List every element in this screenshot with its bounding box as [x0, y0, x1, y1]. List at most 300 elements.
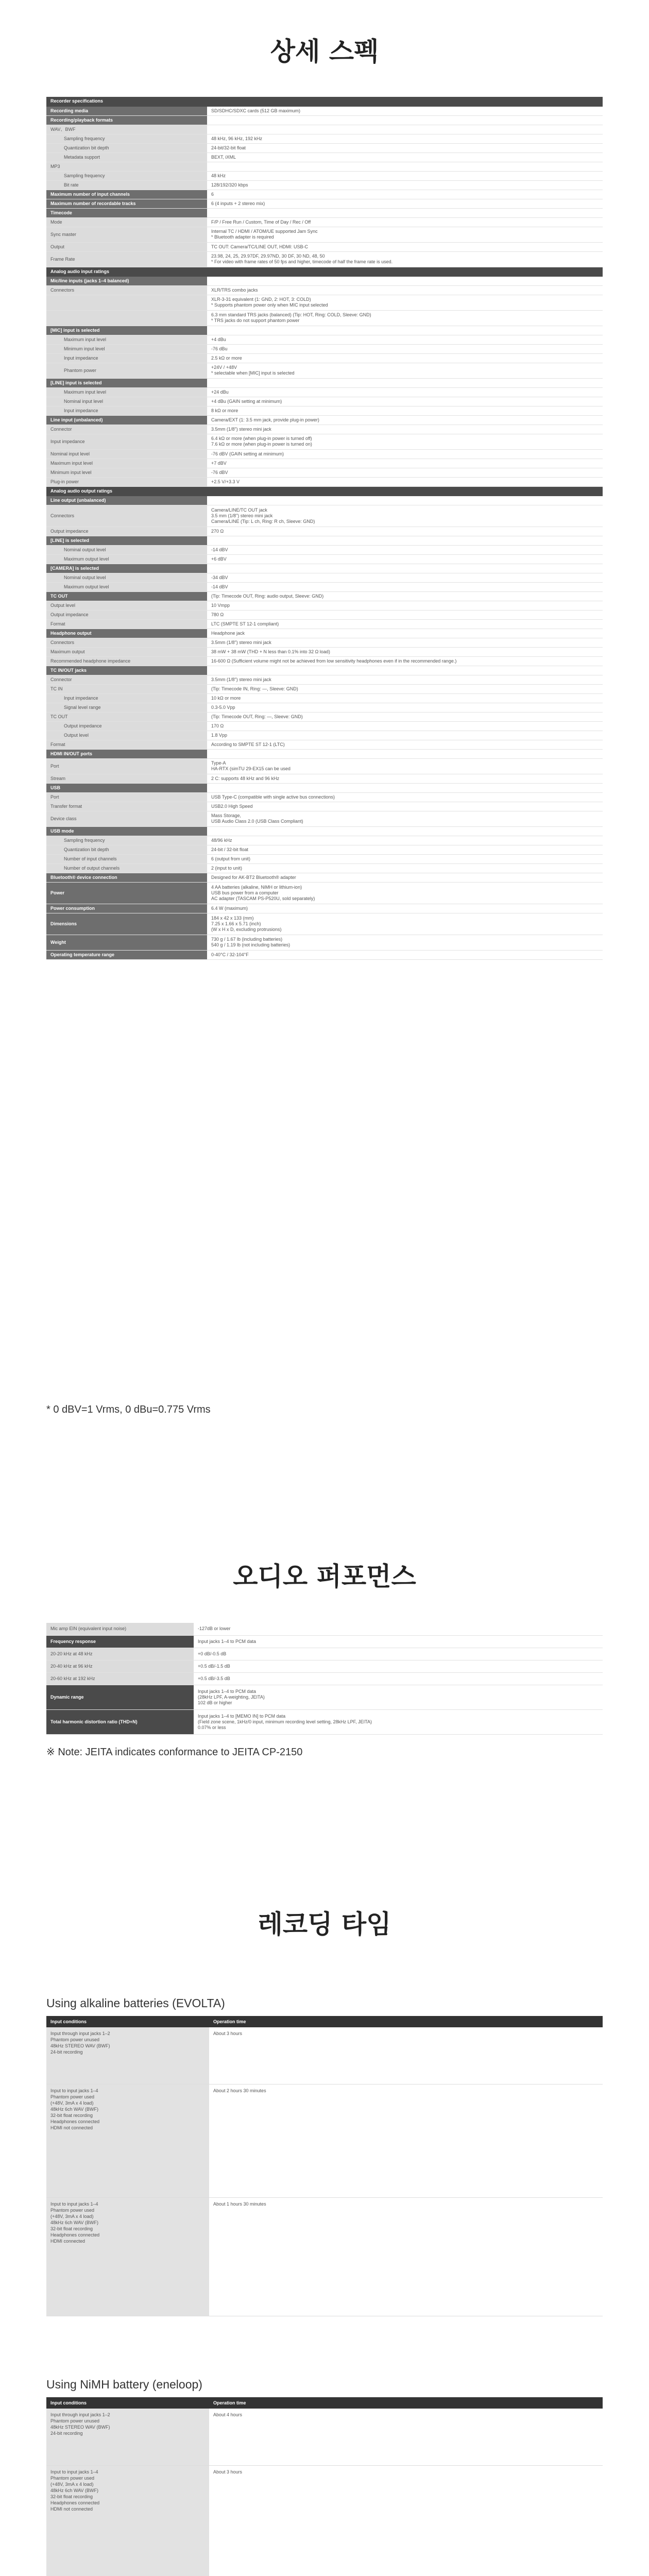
spec-row — [46, 712, 603, 721]
spec-label: Connectors — [46, 285, 207, 295]
battery-table-header: Operation time — [209, 2397, 603, 2409]
spec-label: Power — [46, 882, 207, 904]
recording-time-title: 레코딩 타임 — [258, 1909, 391, 1939]
spec-value: 38 mW + 38 mW (THD + N less than 0.1% into 32 Ω load) — [207, 647, 603, 656]
spec-label: Signal level range — [46, 703, 207, 712]
spec-label: Output level — [46, 731, 207, 740]
spec-label: Analog audio output ratings — [46, 486, 207, 496]
spec-row — [46, 629, 603, 638]
spec-label: Recording media — [46, 106, 207, 115]
spec-row — [46, 406, 603, 415]
performance-value: +0 dB/-0.5 dB — [194, 1648, 603, 1660]
spec-row — [46, 811, 603, 826]
spec-label: Mode — [46, 217, 207, 227]
spec-label: [MIC] input is selected — [46, 326, 207, 335]
spec-label: Line output (unbalanced) — [46, 496, 207, 505]
spec-value: 270 Ω — [207, 527, 603, 536]
spec-value: 128/192/320 kbps — [207, 180, 603, 190]
spec-value: 10 Vmpp — [207, 601, 603, 610]
spec-value: (Tip: Timecode OUT, Ring: —, Sleeve: GND) — [207, 712, 603, 721]
spec-row — [46, 199, 603, 208]
spec-row — [46, 152, 603, 162]
battery-section-title: Using NiMH battery (eneloop) — [46, 2378, 202, 2391]
spec-row — [46, 582, 603, 591]
spec-label: HDMI IN/OUT ports — [46, 749, 207, 758]
spec-value — [207, 783, 603, 792]
spec-value: 6 (output from unit) — [207, 854, 603, 863]
performance-value: Input jacks 1–4 to [MEMO IN] to PCM data (Field zone scene, 1kHz/0 input, minimum recording level setting, 28kHz LPF, JEITA) 0.07% or less — [194, 1709, 603, 1734]
input-conditions: Input through input jacks 1–2 Phantom power unused 48kHz STEREO WAV (BWF) 24-bit recording — [46, 2409, 209, 2465]
spec-row — [46, 326, 603, 335]
spec-row — [46, 826, 603, 836]
spec-label — [46, 295, 207, 310]
performance-label: Frequency response — [46, 1635, 194, 1648]
spec-label: Maximum number of input channels — [46, 190, 207, 199]
spec-value: 24-bit / 32-bit float — [207, 845, 603, 854]
spec-row — [46, 554, 603, 564]
input-conditions: Input to input jacks 1–4 Phantom power used (+48V, 3mA x 4 load) 48kHz 6ch WAV (BWF) 32-bit float recording Headphones connected HDMI not connected — [46, 2465, 209, 2576]
spec-label: Sampling frequency — [46, 171, 207, 180]
performance-title: 오디오 퍼포먼스 — [233, 1562, 416, 1591]
spec-value: USB Type-C (compatible with single active bus connections) — [207, 792, 603, 802]
operation-time: About 3 hours — [209, 2027, 603, 2084]
spec-row — [46, 638, 603, 647]
spec-value: 1.8 Vpp — [207, 731, 603, 740]
spec-value: 6.4 kΩ or more (when plug-in power is turned off) 7.6 kΩ or more (when plug-in power is turned on) — [207, 434, 603, 449]
performance-value: Input jacks 1–4 to PCM data — [194, 1635, 603, 1648]
spec-label: Nominal output level — [46, 573, 207, 582]
spec-value — [207, 115, 603, 125]
spec-row — [46, 873, 603, 882]
spec-label: Headphone output — [46, 629, 207, 638]
spec-value: Mass Storage, USB Audio Class 2.0 (USB Class Compliant) — [207, 811, 603, 826]
spec-row — [46, 335, 603, 344]
spec-value: F/P / Free Run / Custom, Time of Day / Rec / Off — [207, 217, 603, 227]
spec-label: Maximum input level — [46, 387, 207, 397]
spec-label: Plug-in power — [46, 477, 207, 486]
performance-footnote: ※ Note: JEITA indicates conformance to JEITA CP-2150 — [46, 1747, 303, 1758]
spec-label: Input impedance — [46, 434, 207, 449]
spec-value — [207, 267, 603, 276]
spec-value: 48/96 kHz — [207, 836, 603, 845]
spec-value: +4 dBu — [207, 335, 603, 344]
spec-value: 184 x 42 x 133 (mm) 7.25 x 1.66 x 5.71 (inch) (W x H x D, excluding protrusions) — [207, 913, 603, 935]
spec-row — [46, 459, 603, 468]
spec-value: Type-A HA-RTX (simTU 29-EX15 can be used — [207, 758, 603, 774]
spec-label: Format — [46, 619, 207, 629]
spec-label: Recommended headphone impedance — [46, 656, 207, 666]
spec-value: 10 kΩ or more — [207, 693, 603, 703]
spec-value: Camera/LINE/TC OUT jack 3.5 mm (1/8") stereo mini jack Camera/LINE (Tip: L ch, Ring: R ch, Sleeve: GND) — [207, 505, 603, 527]
input-conditions: Input through input jacks 1–2 Phantom power unused 48kHz STEREO WAV (BWF) 24-bit recording — [46, 2027, 209, 2084]
spec-row — [46, 468, 603, 477]
spec-value: 6 — [207, 190, 603, 199]
spec-row — [46, 527, 603, 536]
spec-row — [46, 882, 603, 904]
spec-row — [46, 774, 603, 783]
spec-row — [46, 863, 603, 873]
spec-row — [46, 904, 603, 913]
spec-value — [207, 826, 603, 836]
performance-row — [46, 1623, 603, 1635]
spec-value: 16-600 Ω (Sufficient volume might not be achieved from low sensitivity headphones even if in the recommended range.) — [207, 656, 603, 666]
spec-value — [207, 162, 603, 171]
spec-row — [46, 162, 603, 171]
spec-value: 780 Ω — [207, 610, 603, 619]
spec-label: Phantom power — [46, 363, 207, 378]
spec-row — [46, 564, 603, 573]
spec-value — [207, 486, 603, 496]
spec-label: TC OUT — [46, 712, 207, 721]
performance-label: 20-40 kHz at 96 kHz — [46, 1660, 194, 1672]
spec-label: Analog audio input ratings — [46, 267, 207, 276]
spec-row — [46, 434, 603, 449]
spec-row — [46, 143, 603, 152]
spec-row — [46, 97, 603, 106]
spec-label: Output — [46, 242, 207, 251]
spec-row — [46, 721, 603, 731]
spec-label: Maximum input level — [46, 335, 207, 344]
spec-row — [46, 935, 603, 950]
spec-row — [46, 106, 603, 115]
battery-table — [46, 2397, 603, 2576]
spec-label: TC IN/OUT jacks — [46, 666, 207, 675]
spec-row — [46, 180, 603, 190]
spec-value: -76 dBu — [207, 344, 603, 353]
spec-value: -34 dBV — [207, 573, 603, 582]
spec-value: -14 dBV — [207, 582, 603, 591]
spec-row — [46, 217, 603, 227]
spec-row — [46, 171, 603, 180]
spec-row — [46, 703, 603, 712]
spec-label: Frame Rate — [46, 251, 207, 267]
spec-label: Output impedance — [46, 721, 207, 731]
spec-label: Transfer format — [46, 802, 207, 811]
spec-value — [207, 276, 603, 285]
performance-row — [46, 1709, 603, 1734]
spec-label: Metadata support — [46, 152, 207, 162]
spec-value: 6.4 W (maximum) — [207, 904, 603, 913]
spec-label: Recording/playback formats — [46, 115, 207, 125]
spec-label: TC OUT — [46, 591, 207, 601]
spec-table — [46, 97, 603, 960]
spec-label: Maximum output — [46, 647, 207, 656]
spec-value: 730 g / 1.67 lb (including batteries) 540 g / 1.19 lb (not including batteries) — [207, 935, 603, 950]
spec-label: Nominal input level — [46, 397, 207, 406]
battery-row — [46, 2084, 603, 2197]
spec-row — [46, 591, 603, 601]
spec-value: 2.5 kΩ or more — [207, 353, 603, 363]
spec-label: Operating temperature range — [46, 950, 207, 959]
spec-label: Minimum input level — [46, 344, 207, 353]
spec-label: Dimensions — [46, 913, 207, 935]
spec-row — [46, 675, 603, 684]
spec-row — [46, 666, 603, 675]
spec-row — [46, 242, 603, 251]
performance-label: Dynamic range — [46, 1685, 194, 1709]
spec-row — [46, 854, 603, 863]
performance-row — [46, 1685, 603, 1709]
spec-value: (Tip: Timecode IN, Ring: —, Sleeve: GND) — [207, 684, 603, 693]
performance-value: -127dB or lower — [194, 1623, 603, 1635]
spec-value — [207, 536, 603, 545]
spec-label: [LINE] input is selected — [46, 378, 207, 387]
spec-label: Power consumption — [46, 904, 207, 913]
spec-row — [46, 486, 603, 496]
spec-label: Connectors — [46, 505, 207, 527]
spec-row — [46, 740, 603, 749]
spec-label: Line input (unbalanced) — [46, 415, 207, 425]
spec-value — [207, 208, 603, 217]
spec-row — [46, 496, 603, 505]
spec-value: Internal TC / HDMI / ATOM/UE supported Jam Sync * Bluetooth adapter is required — [207, 227, 603, 242]
spec-row — [46, 601, 603, 610]
performance-label: 20-60 kHz at 192 kHz — [46, 1672, 194, 1685]
spec-row — [46, 227, 603, 242]
spec-row — [46, 363, 603, 378]
performance-table — [46, 1623, 603, 1735]
spec-row — [46, 208, 603, 217]
spec-row — [46, 783, 603, 792]
spec-value: -76 dBV — [207, 468, 603, 477]
spec-label: Timecode — [46, 208, 207, 217]
battery-row — [46, 2409, 603, 2465]
spec-value: 48 kHz, 96 kHz, 192 kHz — [207, 134, 603, 143]
spec-label: Stream — [46, 774, 207, 783]
spec-label: Sampling frequency — [46, 836, 207, 845]
spec-row — [46, 610, 603, 619]
spec-value: 23.98, 24, 25, 29.97DF, 29.97ND, 30 DF, 30 ND, 48, 50 * For video with frame rates of 50 fps and higher, timecode of half the frame rate is used. — [207, 251, 603, 267]
spec-row — [46, 573, 603, 582]
spec-label: Input impedance — [46, 353, 207, 363]
spec-value: USB2.0 High Speed — [207, 802, 603, 811]
spec-value: 170 Ω — [207, 721, 603, 731]
spec-label: Maximum output level — [46, 582, 207, 591]
spec-row — [46, 134, 603, 143]
spec-value: XLR-3-31 equivalent (1: GND, 2: HOT, 3: COLD) * Supports phantom power only when MIC input selected — [207, 295, 603, 310]
performance-row — [46, 1635, 603, 1648]
spec-label: Bit rate — [46, 180, 207, 190]
spec-label: Number of output channels — [46, 863, 207, 873]
spec-value: 6.3 mm standard TRS jacks (balanced) (Tip: HOT, Ring: COLD, Sleeve: GND) * TRS jacks do not support phantom power — [207, 310, 603, 326]
spec-row — [46, 505, 603, 527]
spec-value — [207, 326, 603, 335]
spec-row — [46, 845, 603, 854]
spec-row — [46, 749, 603, 758]
spec-footnote: * 0 dBV=1 Vrms, 0 dBu=0.775 Vrms — [46, 1404, 211, 1415]
spec-value: +2.5 V/+3.3 V — [207, 477, 603, 486]
spec-row — [46, 731, 603, 740]
spec-label: USB — [46, 783, 207, 792]
spec-value — [207, 125, 603, 134]
spec-label: [CAMERA] is selected — [46, 564, 207, 573]
spec-row — [46, 425, 603, 434]
spec-label: WAV、BWF — [46, 125, 207, 134]
spec-value: 0-40°C / 32-104°F — [207, 950, 603, 959]
spec-value — [207, 564, 603, 573]
spec-label: Format — [46, 740, 207, 749]
battery-section-title: Using alkaline batteries (EVOLTA) — [46, 1996, 225, 2010]
spec-label: Quantization bit depth — [46, 845, 207, 854]
spec-label: Minimum input level — [46, 468, 207, 477]
spec-label: Nominal output level — [46, 545, 207, 554]
spec-value: LTC (SMPTE ST 12-1 compliant) — [207, 619, 603, 629]
spec-label: Maximum input level — [46, 459, 207, 468]
spec-label: Output level — [46, 601, 207, 610]
spec-value — [207, 97, 603, 106]
spec-label: Mic/line inputs (jacks 1–4 balanced) — [46, 276, 207, 285]
spec-value: 24-bit/32-bit float — [207, 143, 603, 152]
spec-row — [46, 387, 603, 397]
spec-row — [46, 758, 603, 774]
spec-label: Input impedance — [46, 693, 207, 703]
performance-value: +0.5 dB/-3.5 dB — [194, 1672, 603, 1685]
spec-label: Port — [46, 792, 207, 802]
operation-time: About 3 hours — [209, 2465, 603, 2576]
spec-row — [46, 125, 603, 134]
battery-table-header: Input conditions — [46, 2016, 209, 2027]
spec-label: Maximum number of recordable tracks — [46, 199, 207, 208]
spec-label: Connector — [46, 425, 207, 434]
spec-value: +24V / +48V * selectable when [MIC] input is selected — [207, 363, 603, 378]
performance-row — [46, 1672, 603, 1685]
spec-value: +6 dBV — [207, 554, 603, 564]
spec-label: Port — [46, 758, 207, 774]
spec-row — [46, 295, 603, 310]
spec-value: 48 kHz — [207, 171, 603, 180]
spec-value: -14 dBV — [207, 545, 603, 554]
spec-label: Nominal input level — [46, 449, 207, 459]
performance-row — [46, 1648, 603, 1660]
spec-label: [LINE] is selected — [46, 536, 207, 545]
spec-row — [46, 536, 603, 545]
battery-row — [46, 2465, 603, 2576]
spec-value: 3.5mm (1/8") stereo mini jack — [207, 675, 603, 684]
spec-value: SD/SDHC/SDXC cards (512 GB maximum) — [207, 106, 603, 115]
spec-value: XLR/TRS combo jacks — [207, 285, 603, 295]
spec-row — [46, 344, 603, 353]
spec-label: Number of input channels — [46, 854, 207, 863]
spec-label: Sync master — [46, 227, 207, 242]
spec-value: 4 AA batteries (alkaline, NiMH or lithium-ion) USB bus power from a computer AC adapter (TASCAM PS-P520U, sold separately) — [207, 882, 603, 904]
spec-row — [46, 619, 603, 629]
spec-label: TC IN — [46, 684, 207, 693]
spec-value: Headphone jack — [207, 629, 603, 638]
spec-value: (Tip: Timecode OUT, Ring: audio output, Sleeve: GND) — [207, 591, 603, 601]
performance-label: Total harmonic distortion ratio (THD+N) — [46, 1709, 194, 1734]
spec-row — [46, 190, 603, 199]
performance-row — [46, 1660, 603, 1672]
performance-value: +0.5 dB/-1.5 dB — [194, 1660, 603, 1672]
spec-row — [46, 449, 603, 459]
spec-row — [46, 310, 603, 326]
spec-value: +24 dBu — [207, 387, 603, 397]
spec-label — [46, 310, 207, 326]
spec-label: Maximum output level — [46, 554, 207, 564]
spec-row — [46, 950, 603, 959]
spec-value: 3.5mm (1/8") stereo mini jack — [207, 425, 603, 434]
spec-label: Bluetooth® device connection — [46, 873, 207, 882]
operation-time: About 4 hours — [209, 2409, 603, 2465]
spec-value: 2 C: supports 48 kHz and 96 kHz — [207, 774, 603, 783]
operation-time: About 1 hours 30 minutes — [209, 2197, 603, 2316]
spec-label: Quantization bit depth — [46, 143, 207, 152]
battery-table-header: Operation time — [209, 2016, 603, 2027]
spec-value — [207, 749, 603, 758]
spec-value: +4 dBu (GAIN setting at minimum) — [207, 397, 603, 406]
spec-row — [46, 656, 603, 666]
spec-row — [46, 792, 603, 802]
spec-row — [46, 836, 603, 845]
spec-value: 6 (4 inputs + 2 stereo mix) — [207, 199, 603, 208]
spec-value: Designed for AK-BT2 Bluetooth® adapter — [207, 873, 603, 882]
spec-row — [46, 267, 603, 276]
spec-row — [46, 477, 603, 486]
spec-label: Output impedance — [46, 610, 207, 619]
spec-row — [46, 693, 603, 703]
spec-value: TC OUT: Camera/TC/LINE OUT, HDMI: USB-C — [207, 242, 603, 251]
performance-value: Input jacks 1–4 to PCM data (28kHz LPF, A-weighting, JEITA) 102 dB or higher — [194, 1685, 603, 1709]
battery-row — [46, 2197, 603, 2316]
spec-row — [46, 378, 603, 387]
battery-row — [46, 2027, 603, 2084]
spec-label: MP3 — [46, 162, 207, 171]
spec-value: 0.3-5.0 Vpp — [207, 703, 603, 712]
spec-label: Input impedance — [46, 406, 207, 415]
spec-row — [46, 684, 603, 693]
spec-value — [207, 496, 603, 505]
spec-value: According to SMPTE ST 12-1 (LTC) — [207, 740, 603, 749]
battery-table — [46, 2016, 603, 2316]
spec-title: 상세 스펙 — [270, 37, 379, 66]
spec-label: Output impedance — [46, 527, 207, 536]
spec-label: USB mode — [46, 826, 207, 836]
spec-label: Connectors — [46, 638, 207, 647]
spec-value: 2 (input to unit) — [207, 863, 603, 873]
spec-label: Weight — [46, 935, 207, 950]
performance-label: 20-20 kHz at 48 kHz — [46, 1648, 194, 1660]
operation-time: About 2 hours 30 minutes — [209, 2084, 603, 2197]
spec-row — [46, 647, 603, 656]
spec-value: Camera/EXT (1: 3.5 mm jack, provide plug-in power) — [207, 415, 603, 425]
spec-label: Connector — [46, 675, 207, 684]
spec-label: Recorder specifications — [46, 97, 207, 106]
spec-row — [46, 115, 603, 125]
spec-row — [46, 276, 603, 285]
spec-row — [46, 353, 603, 363]
spec-row — [46, 545, 603, 554]
spec-value — [207, 666, 603, 675]
spec-label: Device class — [46, 811, 207, 826]
spec-value — [207, 378, 603, 387]
spec-row — [46, 913, 603, 935]
spec-value: -76 dBV (GAIN setting at minimum) — [207, 449, 603, 459]
spec-label: Sampling frequency — [46, 134, 207, 143]
spec-value: 8 kΩ or more — [207, 406, 603, 415]
input-conditions: Input to input jacks 1–4 Phantom power used (+48V, 3mA x 4 load) 48kHz 6ch WAV (BWF) 32-bit float recording Headphones connected HDMI connected — [46, 2197, 209, 2316]
spec-value: BEXT, iXML — [207, 152, 603, 162]
spec-row — [46, 251, 603, 267]
battery-table-header: Input conditions — [46, 2397, 209, 2409]
spec-row — [46, 802, 603, 811]
spec-value: 3.5mm (1/8") stereo mini jack — [207, 638, 603, 647]
spec-value: +7 dBV — [207, 459, 603, 468]
spec-row — [46, 285, 603, 295]
performance-label: Mic amp EIN (equivalent input noise) — [46, 1623, 194, 1635]
input-conditions: Input to input jacks 1–4 Phantom power used (+48V, 3mA x 4 load) 48kHz 6ch WAV (BWF) 32-bit float recording Headphones connected HDMI not connected — [46, 2084, 209, 2197]
spec-row — [46, 397, 603, 406]
spec-row — [46, 415, 603, 425]
